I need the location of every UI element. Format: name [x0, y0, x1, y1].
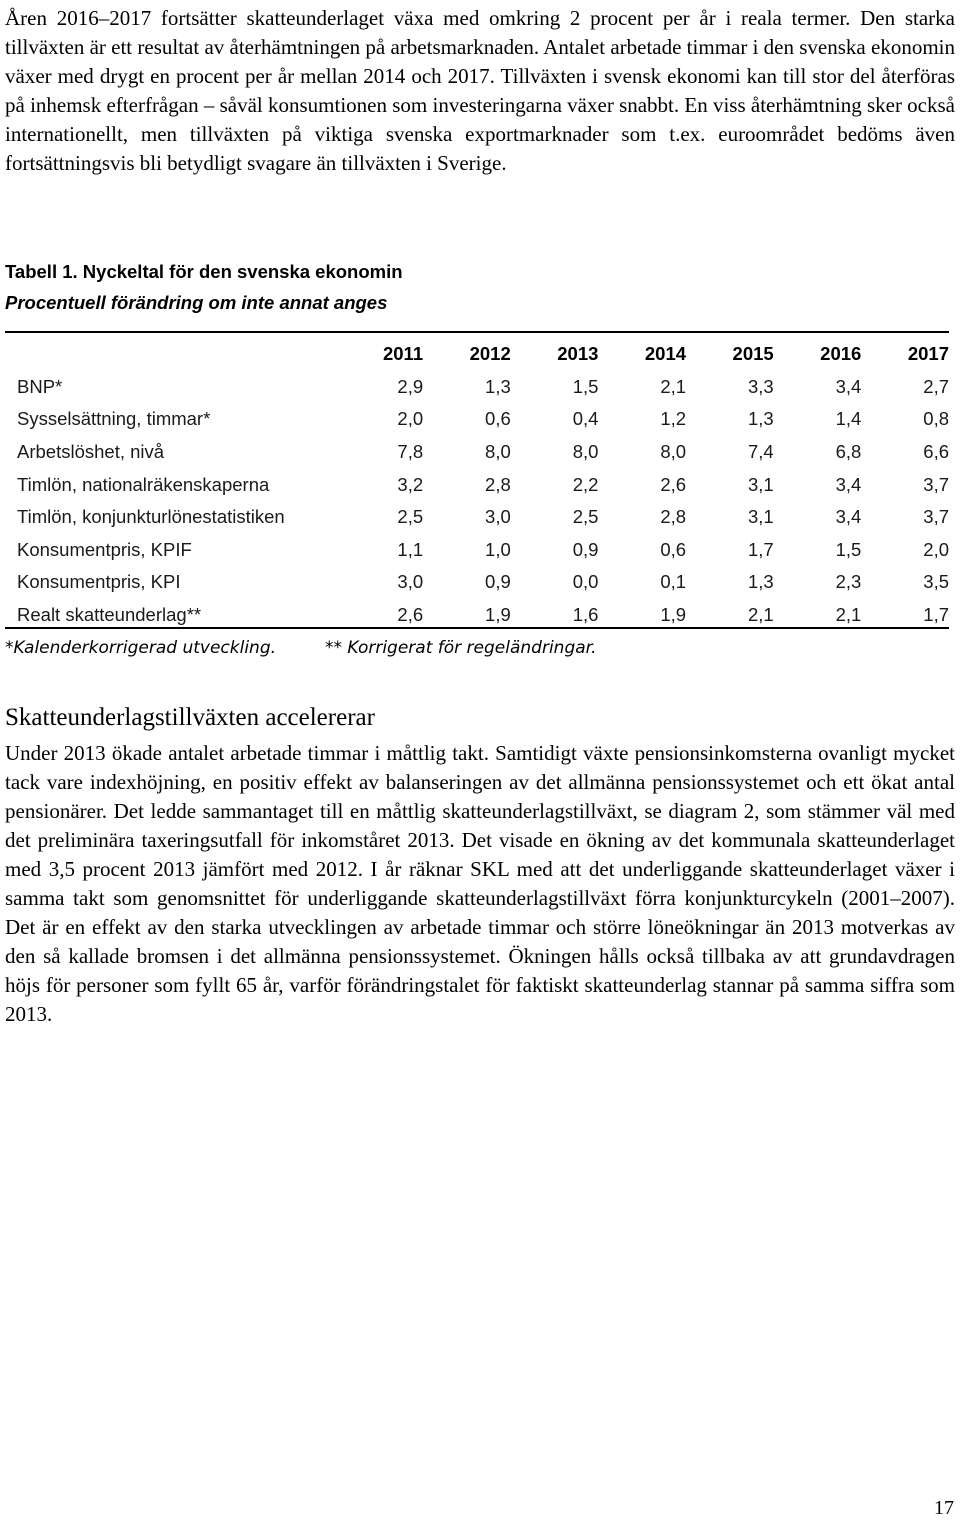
table-cell: 2,9 [397, 375, 424, 397]
row-label: BNP* [17, 375, 63, 397]
table-cell: 3,2 [397, 473, 424, 495]
table-row [5, 403, 949, 436]
table-cell: 0,1 [660, 571, 687, 593]
table-cell: 3,4 [835, 375, 862, 397]
table-cell: 2,5 [397, 506, 424, 528]
year-header: 2012 [469, 343, 511, 365]
table-cell: 3,3 [747, 375, 774, 397]
table-cell: 1,5 [572, 375, 599, 397]
table-cell: 2,1 [835, 604, 862, 626]
row-label: Timlön, konjunkturlönestatistiken [17, 506, 285, 528]
table-cell: 3,7 [923, 506, 949, 528]
table-cell: 6,8 [835, 441, 862, 463]
table-row [5, 599, 949, 632]
row-label: Konsumentpris, KPIF [17, 538, 192, 560]
section-heading: Skatteunderlagstillväxten accelererar [5, 704, 375, 731]
table-cell: 3,1 [747, 506, 774, 528]
table-row [5, 468, 949, 501]
table-cell: 1,1 [397, 538, 424, 560]
table-subtitle: Procentuell förändring om inte annat anges [5, 292, 388, 313]
table-cell: 2,6 [660, 473, 687, 495]
table-cell: 2,7 [923, 375, 949, 397]
table-cell: 3,5 [923, 571, 949, 593]
table-cell: 1,3 [747, 408, 774, 430]
table-cell: 1,9 [660, 604, 687, 626]
table-cell: 8,0 [572, 441, 599, 463]
key-figures-table [5, 331, 949, 629]
table-cell: 3,0 [397, 571, 424, 593]
year-header: 2014 [644, 343, 687, 365]
table-cell: 1,7 [747, 538, 774, 560]
table-cell: 0,9 [572, 538, 599, 560]
row-label: Sysselsättning, timmar* [17, 408, 211, 430]
table-cell: 0,0 [572, 571, 599, 593]
table-cell: 0,8 [923, 408, 949, 430]
table-cell: 3,0 [485, 506, 511, 528]
table-header-row [5, 338, 949, 371]
table-header-blank [5, 338, 336, 371]
row-label: Arbetslöshet, nivå [17, 441, 165, 463]
table-row [5, 371, 949, 404]
row-label: Konsumentpris, KPI [17, 571, 181, 593]
table-cell: 3,1 [747, 473, 774, 495]
year-header: 2015 [732, 343, 774, 365]
table-cell: 1,7 [923, 604, 949, 626]
footnote-rules: ** Korrigerat för regeländringar. [325, 638, 597, 658]
table-cell: 2,1 [660, 375, 687, 397]
table-cell: 1,5 [835, 538, 862, 560]
page-number: 17 [934, 1497, 954, 1519]
table-cell: 2,3 [835, 571, 862, 593]
table-cell: 0,4 [572, 408, 599, 430]
footnote-calendar: *Kalenderkorrigerad utveckling. [5, 638, 277, 658]
key-figures-grid [5, 338, 949, 631]
table-row [5, 501, 949, 534]
table-cell: 3,4 [835, 473, 862, 495]
table-cell: 1,0 [485, 538, 511, 560]
year-header: 2016 [820, 343, 862, 365]
table-cell: 2,1 [747, 604, 774, 626]
table-cell: 0,9 [485, 571, 511, 593]
table-cell: 2,2 [572, 473, 599, 495]
table-cell: 7,8 [397, 441, 424, 463]
table-cell: 2,6 [397, 604, 424, 626]
table-cell: 2,5 [572, 506, 599, 528]
table-cell: 0,6 [485, 408, 511, 430]
row-label: Realt skatteunderlag** [17, 604, 202, 626]
table-cell: 7,4 [747, 441, 774, 463]
table-cell: 2,0 [397, 408, 424, 430]
table-cell: 1,2 [660, 408, 687, 430]
row-label: Timlön, nationalräkenskaperna [17, 473, 270, 495]
table-row [5, 436, 949, 469]
table-cell: 1,4 [835, 408, 862, 430]
table-cell: 1,3 [485, 375, 511, 397]
year-header: 2013 [557, 343, 599, 365]
table-row [5, 534, 949, 567]
year-header: 2017 [907, 343, 949, 365]
table-cell: 2,8 [660, 506, 687, 528]
table-body [5, 371, 949, 632]
table-cell: 2,0 [923, 538, 949, 560]
table-cell: 8,0 [660, 441, 687, 463]
section-paragraph: Under 2013 ökade antalet arbetade timmar i måttlig takt. Samtidigt växte pensionsinkomsterna ovanligt mycket tack vare indexhöjning, en positiv effekt av balanseringen av det allmänna pensionssystemet och ett ökat antal pensionärer. Det ledde sammantaget till en måttlig skatteunderlagstillväxt, se diagram 2, som stämmer väl med det preliminära taxeringsutfall för inkomståret 2013. Det visade en ökning av det kommunala skatteunderlaget med 3,5 procent 2013 jämfört med 2012. I år räknar SKL med att det underliggande skatteunderlaget växer i samma takt som genomsnittet för underliggande skatteunderlagstillväxt förra konjunkturcykeln (2001–2007). Det är en effekt av den starka utvecklingen av arbetade timmar och större löneökningar än 2013 motverkas av den så kallade bromsen i det allmänna pensionssystemet. Ökningen hålls också tillbaka av att grundavdragen höjs för personer som fyllt 65 år, varför förändringstalet för faktiskt skatteunderlag stannar på samma siffra som 2013. [5, 741, 955, 1026]
table-cell: 0,6 [660, 538, 687, 560]
table-cell: 8,0 [485, 441, 511, 463]
table-title: Tabell 1. Nyckeltal för den svenska ekonomin [5, 261, 403, 282]
table-cell: 1,3 [747, 571, 774, 593]
year-header: 2011 [382, 343, 424, 365]
table-cell: 1,6 [572, 604, 599, 626]
intro-paragraph: Åren 2016–2017 fortsätter skatteunderlaget växa med omkring 2 procent per år i reala termer. Den starka tillväxten är ett resultat av återhämtningen på arbetsmarknaden. Antalet arbetade timmar i den svenska ekonomin växer med drygt en procent per år mellan 2014 och 2017. Tillväxten i svensk ekonomi kan till stor del återföras på inhemsk efterfrågan – såväl konsumtionen som investeringarna växer snabbt. En viss återhämtning sker också internationellt, men tillväxten på viktiga svenska exportmarknader som t.ex. euroområdet bedöms även fortsättningsvis bli betydligt svagare än tillväxten i Sverige. [5, 6, 955, 175]
table-cell: 6,6 [923, 441, 949, 463]
table-row [5, 566, 949, 599]
table-cell: 3,4 [835, 506, 862, 528]
table-cell: 1,9 [485, 604, 511, 626]
table-cell: 3,7 [923, 473, 949, 495]
table-cell: 2,8 [485, 473, 511, 495]
